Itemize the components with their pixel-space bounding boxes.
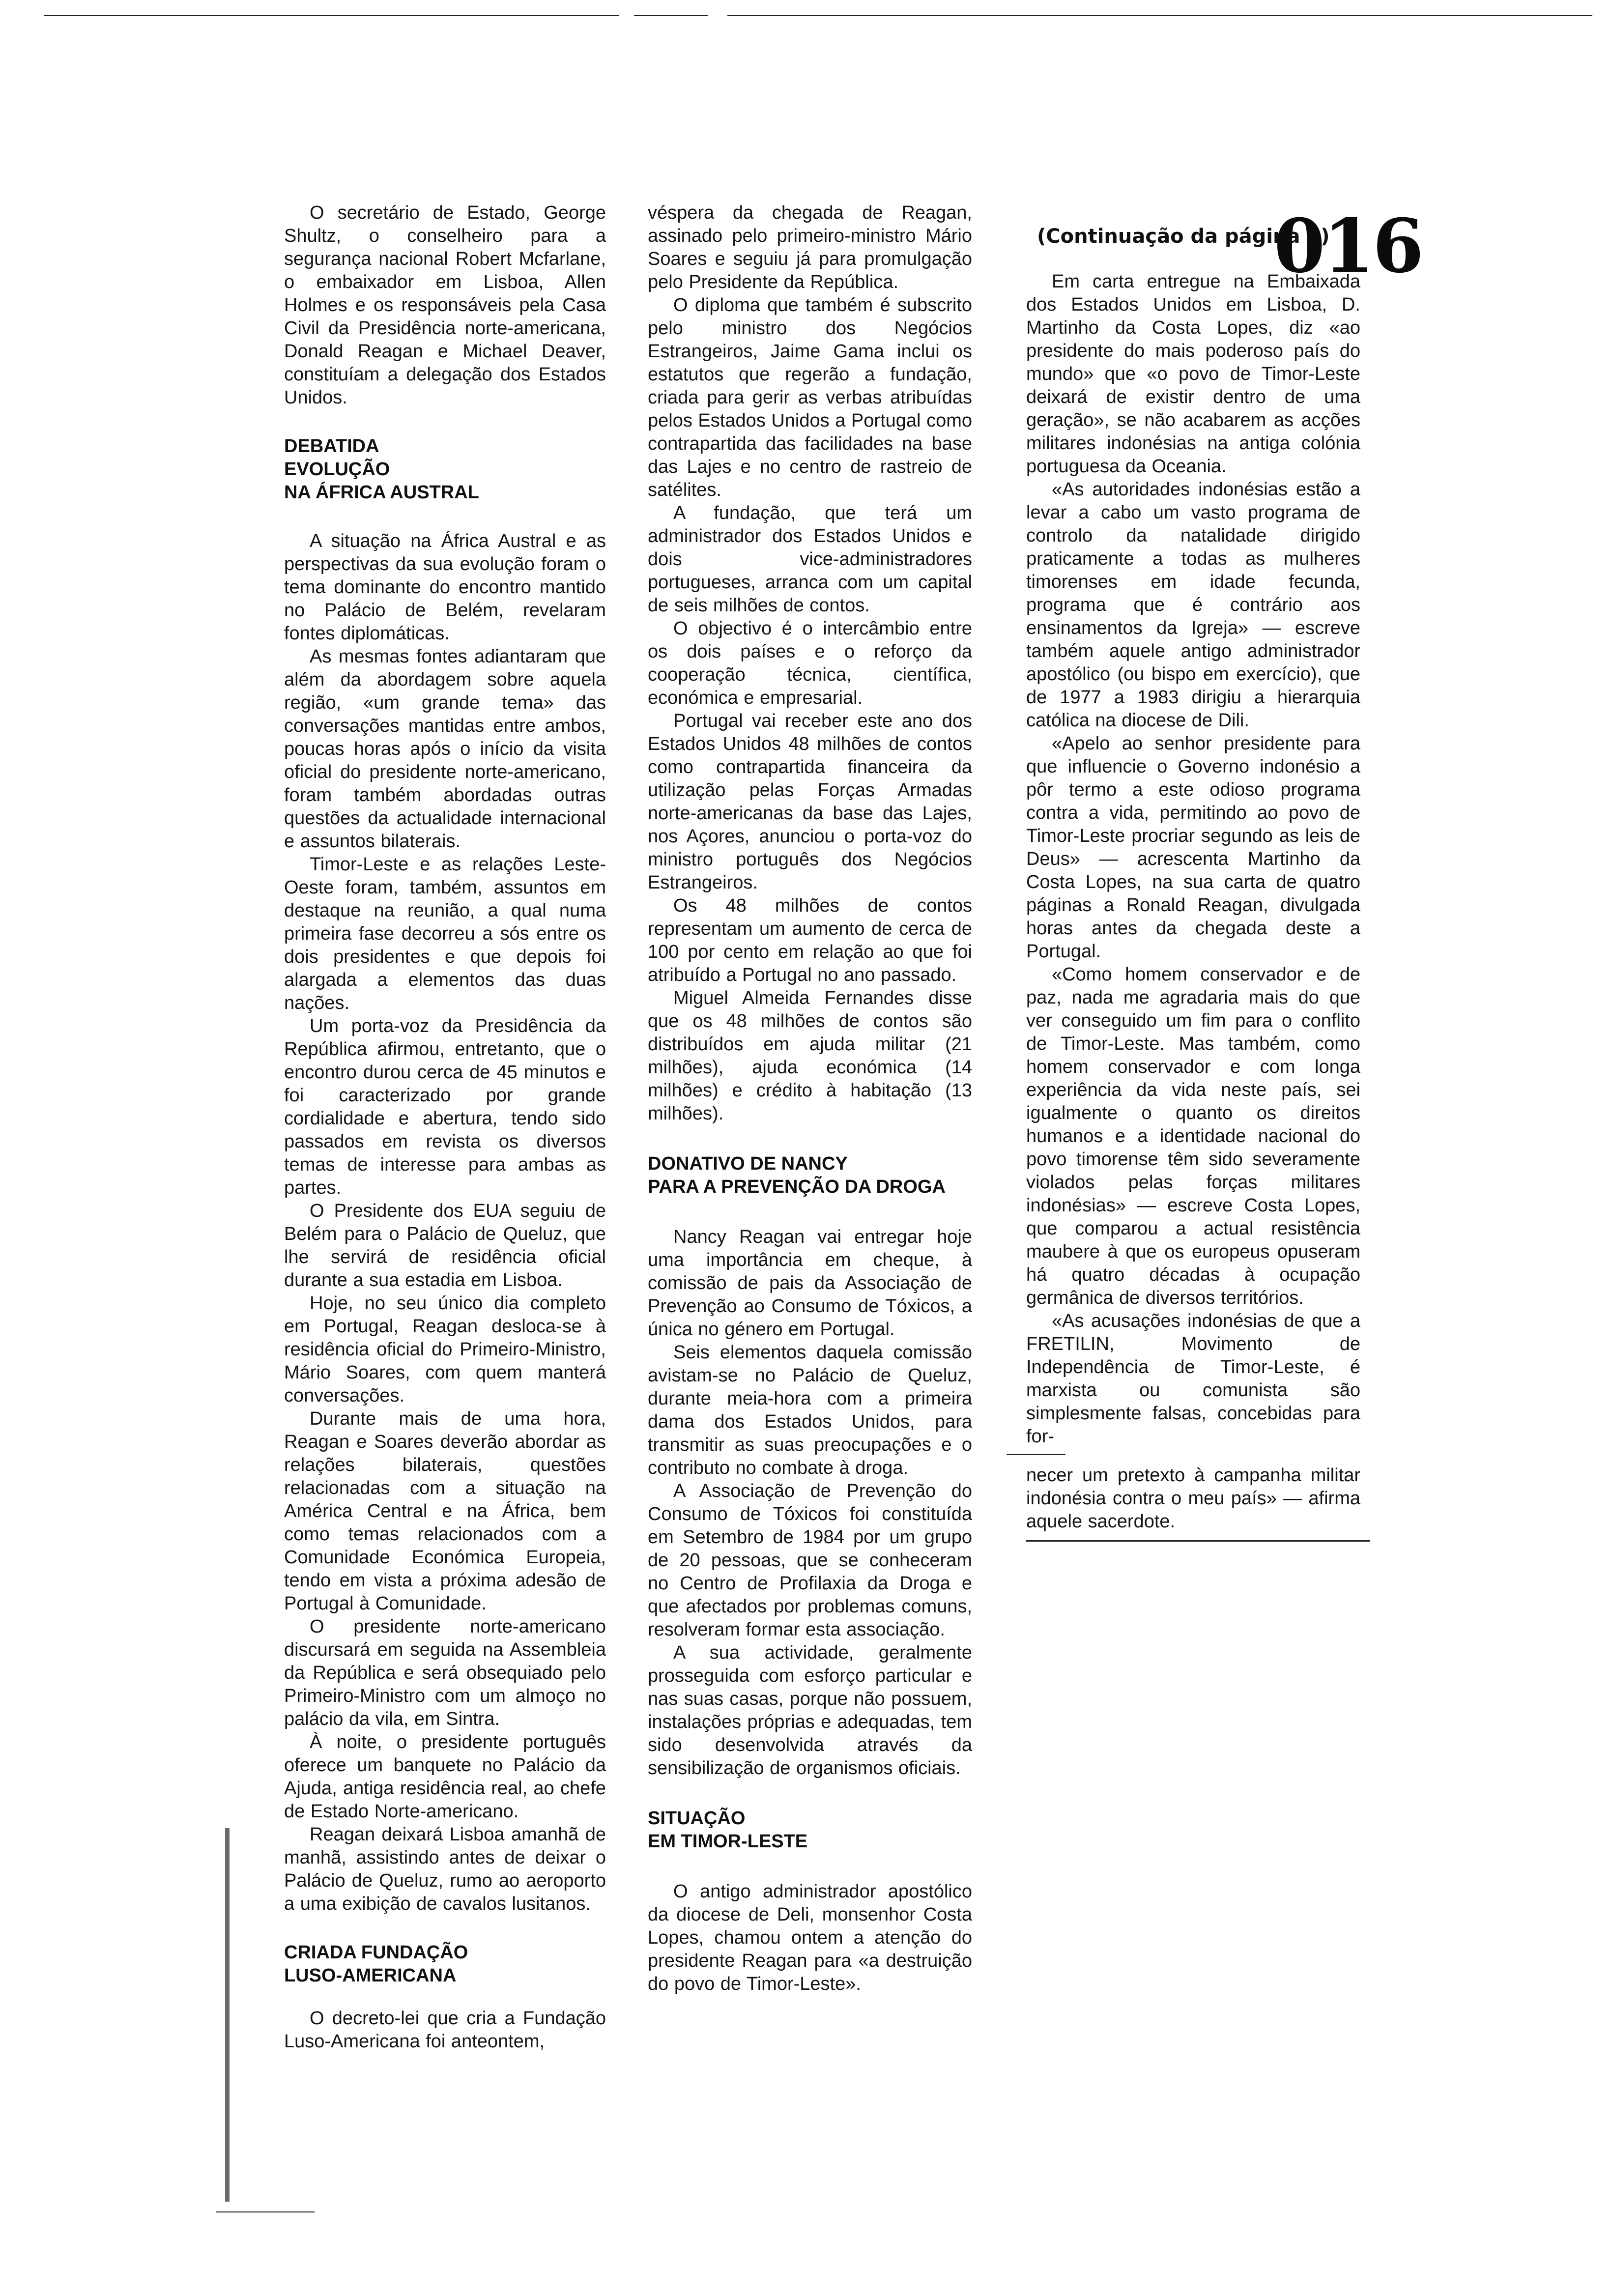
col1-heading-2 [284,1941,606,1987]
col2-heading-2-line-1: SITUAÇÃO [648,1808,746,1829]
col1-paragraph-10: À noite, o presidente português oferece um banquete no Palácio da Ajuda, antiga residência real, ao chefe de Estado Norte-americano. [284,1732,606,1822]
col2-paragraph-12: O antigo administrador apostólico da diocese de Deli, monsenhor Costa Lopes, chamou ontem a atenção do presidente Reagan para «a destruição do povo de Timor-Leste». [648,1881,972,1994]
col2-paragraph-2: O diploma que também é subscrito pelo ministro dos Negócios Estrangeiros, Jaime Gama inclui os estatutos que regerão a fundação, criada para gerir as verbas atribuídas pelos Estados Unidos a Portugal como contrapartida das facilidades na base das Lajes e no centro de rastreio de satélites. [648,295,972,500]
col2-paragraph-10: A Associação de Prevenção do Consumo de Tóxicos foi constituída em Setembro de 1984 por um grupo de 20 pessoas, que se conheceram no Centro de Profilaxia da Droga e que afectados por problemas comuns, resolveram formar esta associação. [648,1481,972,1640]
col1-paragraph-9: O presidente norte-americano discursará em seguida na Assembleia da República e será obsequiado pelo Primeiro-Ministro com um almoço no palácio da vila, em Sintra. [284,1616,606,1729]
col2-paragraph-4: O objectivo é o intercâmbio entre os dois países e o reforço da cooperação técnica, científica, económica e empresarial. [648,618,972,708]
column-break-rule [1007,1454,1065,1455]
col1-paragraph-8: Durante mais de uma hora, Reagan e Soares deverão abordar as relações bilaterais, questões relacionadas com a situação na América Central e na África, bem como temas relacionados com a Comunidade Económica Europeia, tendo em vista a próxima adesão de Portugal à Comunidade. [284,1408,606,1614]
col3-paragraph-2: «As autoridades indonésias estão a levar a cabo um vasto programa de controlo da natalidade dirigido praticamente a todas as mulheres timorenses em idade fecunda, programa que é contrário aos ensinamentos da Igreja» — escreve também aquele antigo administrador apostólico (ou bispo em exercício), que de 1977 a 1983 dirigiu a hierarquia católica na diocese de Dili. [1026,479,1360,731]
col2-paragraph-9: Seis elementos daquela comissão avistam-se no Palácio de Queluz, durante meia-hora com a primeira dama dos Estados Unidos, para transmitir as suas preocupações e o contributo no combate à droga. [648,1342,972,1478]
col1-heading-1-line-2: EVOLUÇÃO [284,459,390,480]
col2-paragraph-1: véspera da chegada de Reagan, assinado pelo primeiro-ministro Mário Soares e seguiu já para promulgação pelo Presidente da República. [648,202,972,292]
col2-paragraph-6: Os 48 milhões de contos representam um aumento de cerca de 100 por cento em relação ao que foi atribuído a Portugal no ano passado. [648,895,972,985]
continuation-label: (Continuação da página 2) [1037,225,1330,248]
col1-heading-1-line-1: DEBATIDA [284,436,379,457]
scan-left-edge [225,1828,230,2202]
col2-heading-2-line-2: EM TIMOR-LESTE [648,1831,808,1852]
article-end-rule [1026,1540,1370,1542]
col1-paragraph-1: O secretário de Estado, George Shultz, o conselheiro para a segurança nacional Robert Mcfarlane, o embaixador em Lisboa, Allen Holmes e os responsáveis pela Casa Civil da Presidência norte-americana, Donald Reagan e Michael Deaver, constituíam a delegação dos Estados Unidos. [284,202,606,408]
col1-paragraph-2: A situação na África Austral e as perspectivas da sua evolução foram o tema dominante do encontro mantido no Palácio de Belém, revelaram fontes diplomáticas. [284,531,606,644]
col1-heading-1-line-3: NA ÁFRICA AUSTRAL [284,482,479,503]
col2-paragraph-11: A sua actividade, geralmente prosseguida com esforço particular e nas suas casas, porque não possuem, instalações próprias e adequadas, tem sido desenvolvida através da sensibilização de organismos oficiais. [648,1642,972,1779]
col3-paragraph-5: «As acusações indonésias de que a FRETILIN, Movimento de Independência de Timor-Leste, é marxista ou comunista são simplesmente falsas, concebidas para for- [1026,1311,1360,1447]
col1-paragraph-3: As mesmas fontes adiantaram que além da abordagem sobre aquela região, «um grande tema» das conversações mantidas entre ambos, poucas horas após o início da visita oficial do presidente norte-americano, foram também abordadas outras questões da actualidade internacional e assuntos bilaterais. [284,646,606,852]
scan-bottom-rule [216,2211,315,2212]
column-2 [648,201,972,1996]
column-3 [1026,270,1360,1542]
column-1 [284,201,606,2053]
col3-paragraph-6: necer um pretexto à campanha militar indonésia contra o meu país» — afirma aquele sacerdote. [1026,1465,1360,1532]
col2-heading-1-line-2: PARA A PREVENÇÃO DA DROGA [648,1177,946,1197]
col2-heading-1 [648,1152,972,1199]
col2-heading-1-line-1: DONATIVO DE NANCY [648,1153,848,1174]
col2-paragraph-5: Portugal vai receber este ano dos Estados Unidos 48 milhões de contos como contrapartida financeira da utilização pelas Forças Armadas norte-americanas da base das Lajes, nos Açores, anunciou o porta-voz do ministro português dos Negócios Estrangeiros. [648,711,972,893]
col1-paragraph-5: Um porta-voz da Presidência da República afirmou, entretanto, que o encontro durou cerca de 45 minutos e foi caracterizado por grande cordialidade e abertura, tendo sido passados em revista os diversos temas de interesse para ambas as partes. [284,1016,606,1198]
col3-paragraph-1: Em carta entregue na Embaixada dos Estados Unidos em Lisboa, D. Martinho da Costa Lopes, diz «ao presidente do mais poderoso país do mundo» que «o povo de Timor-Leste deixará de existir dentro de uma geração», se não acabarem as acções militares indonésias na antiga colónia portuguesa da Oceania. [1026,271,1360,477]
col2-paragraph-3: A fundação, que terá um administrador dos Estados Unidos e dois vice-administradores portugueses, arranca com um capital de seis milhões de contos. [648,503,972,616]
page-stamp: 016 [1274,203,1422,289]
col1-heading-2-line-2: LUSO-AMERICANA [284,1965,457,1986]
col3-paragraph-4: «Como homem conservador e de paz, nada me agradaria mais do que ver conseguido um fim para o conflito de Timor-Leste. Mas também, como homem conservador e com longa experiência da vida neste país, sei igualmente o quanto os direitos humanos e a identidade nacional do povo timorense têm sido severamente violados pelas forças militares indonésias» — escreve Costa Lopes, que comparou a actual resistência maubere à que os europeus opuseram há quatro décadas à ocupação germânica de diversos territórios. [1026,964,1360,1308]
scan-top-rule-2 [634,15,708,16]
col3-paragraph-3: «Apelo ao senhor presidente para que influencie o Governo indonésio a pôr termo a este odioso programa contra a vida, permitindo ao povo de Timor-Leste procriar segundo as leis de Deus» — acrescenta Martinho da Costa Lopes, na sua carta de quatro páginas a Ronald Reagan, divulgada horas antes da chegada deste a Portugal. [1026,733,1360,962]
col1-heading-1 [284,435,606,504]
col1-paragraph-7: Hoje, no seu único dia completo em Portugal, Reagan desloca-se à residência oficial do Primeiro-Ministro, Mário Soares, com quem manterá conversações. [284,1293,606,1406]
col2-paragraph-8: Nancy Reagan vai entregar hoje uma importância em cheque, à comissão de pais da Associação de Prevenção ao Consumo de Tóxicos, a única no género em Portugal. [648,1227,972,1340]
col1-heading-2-line-1: CRIADA FUNDAÇÃO [284,1942,468,1963]
col1-paragraph-6: O Presidente dos EUA seguiu de Belém para o Palácio de Queluz, que lhe servirá de residência oficial durante a sua estadia em Lisboa. [284,1201,606,1291]
col1-paragraph-11: Reagan deixará Lisboa amanhã de manhã, assistindo antes de deixar o Palácio de Queluz, rumo ao aeroporto a uma exibição de cavalos lusitanos. [284,1824,606,1914]
col1-paragraph-12: O decreto-lei que cria a Fundação Luso-Americana foi anteontem, [284,2008,606,2052]
scan-top-rule-1 [44,15,619,16]
col2-paragraph-7: Miguel Almeida Fernandes disse que os 48 milhões de contos são distribuídos em ajuda militar (21 milhões), ajuda económica (14 milhões) e crédito à habitação (13 milhões). [648,988,972,1124]
col2-heading-2 [648,1807,972,1853]
scan-top-rule-3 [727,15,1592,16]
col1-paragraph-4: Timor-Leste e as relações Leste-Oeste foram, também, assuntos em destaque na reunião, a qual numa primeira fase decorreu a sós entre os dois presidentes e que depois foi alargada a elementos das duas nações. [284,854,606,1013]
